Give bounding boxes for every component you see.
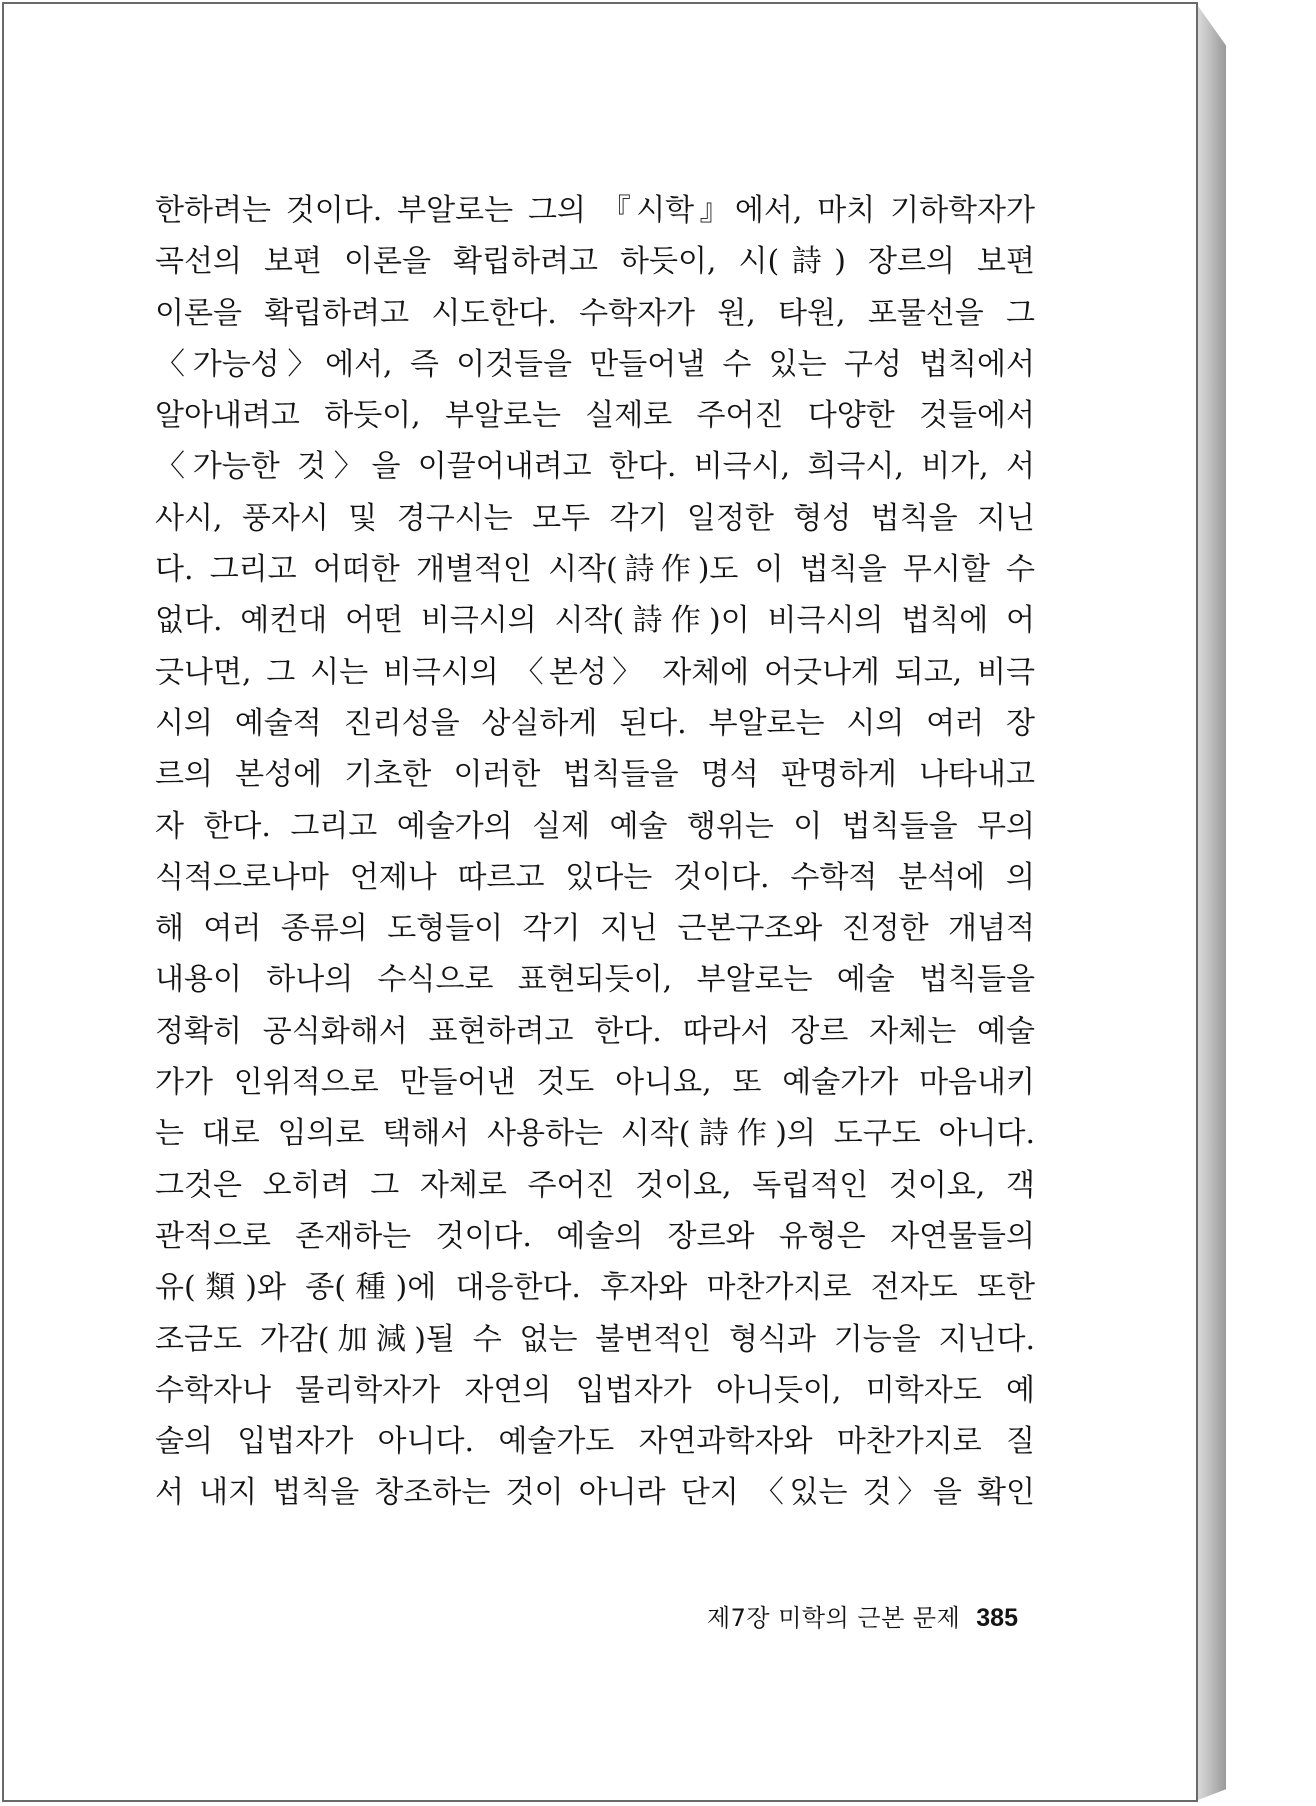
text-line: 〈가능성〉에서, 즉 이것들을 만들어낼 수 있는 구성 법칙에서 [155,346,1035,382]
text-line: 르의 본성에 기초한 이러한 법칙들을 명석 판명하게 나타내고 [155,757,1035,793]
text-line: 〈가능한 것〉을 이끌어내려고 한다. 비극시, 희극시, 비가, 서 [155,449,1035,485]
text-line: 알아내려고 하듯이, 부알로는 실제로 주어진 다양한 것들에서 [155,398,1035,434]
chapter-title: 제7장 미학의 근본 문제 [706,1604,961,1632]
book-spine-edge [1198,6,1226,1800]
text-line: 수학자나 물리학자가 자연의 입법자가 아니듯이, 미학자도 예 [155,1372,1035,1408]
text-line: 그것은 오히려 그 자체로 주어진 것이요, 독립적인 것이요, 객 [155,1167,1035,1203]
text-line: 서 내지 법칙을 창조하는 것이 아니라 단지 〈있는 것〉을 확인 [155,1475,1035,1511]
text-line: 다. 그리고 어떠한 개별적인 시작(詩作)도 이 법칙을 무시할 수 [155,552,1035,588]
text-line: 이론을 확립하려고 시도한다. 수학자가 원, 타원, 포물선을 그 [155,295,1035,331]
running-footer [600,1598,1018,1638]
text-line: 곡선의 보편 이론을 확립하려고 하듯이, 시(詩) 장르의 보편 [155,244,1035,280]
text-line: 관적으로 존재하는 것이다. 예술의 장르와 유형은 자연물들의 [155,1218,1035,1254]
text-line: 는 대로 임의로 택해서 사용하는 시작(詩作)의 도구도 아니다. [155,1116,1035,1152]
text-line: 시의 예술적 진리성을 상실하게 된다. 부알로는 시의 여러 장 [155,705,1035,741]
text-line: 사시, 풍자시 및 경구시는 모두 각기 일정한 형성 법칙을 지닌 [155,500,1035,536]
text-line: 조금도 가감(加減)될 수 없는 불변적인 형식과 기능을 지닌다. [155,1321,1035,1357]
text-line: 해 여러 종류의 도형들이 각기 지닌 근본구조와 진정한 개념적 [155,911,1035,947]
text-line: 없다. 예컨대 어떤 비극시의 시작(詩作)이 비극시의 법칙에 어 [155,603,1035,639]
text-line: 식적으로나마 언제나 따르고 있다는 것이다. 수학적 분석에 의 [155,859,1035,895]
page-number: 385 [976,1604,1018,1632]
text-line: 정확히 공식화해서 표현하려고 한다. 따라서 장르 자체는 예술 [155,1013,1035,1049]
text-line: 술의 입법자가 아니다. 예술가도 자연과학자와 마찬가지로 질 [155,1424,1035,1460]
text-line: 가가 인위적으로 만들어낸 것도 아니요, 또 예술가가 마음내키 [155,1065,1035,1101]
text-line: 자 한다. 그리고 예술가의 실제 예술 행위는 이 법칙들을 무의 [155,808,1035,844]
text-line: 긋나면, 그 시는 비극시의 〈본성〉 자체에 어긋나게 되고, 비극 [155,654,1035,690]
text-line: 내용이 하나의 수식으로 표현되듯이, 부알로는 예술 법칙들을 [155,962,1035,998]
body-text [155,185,1035,1519]
text-line: 유(類)와 종(種)에 대응한다. 후자와 마찬가지로 전자도 또한 [155,1270,1035,1306]
text-line: 한하려는 것이다. 부알로는 그의 『시학』에서, 마치 기하학자가 [155,193,1035,228]
